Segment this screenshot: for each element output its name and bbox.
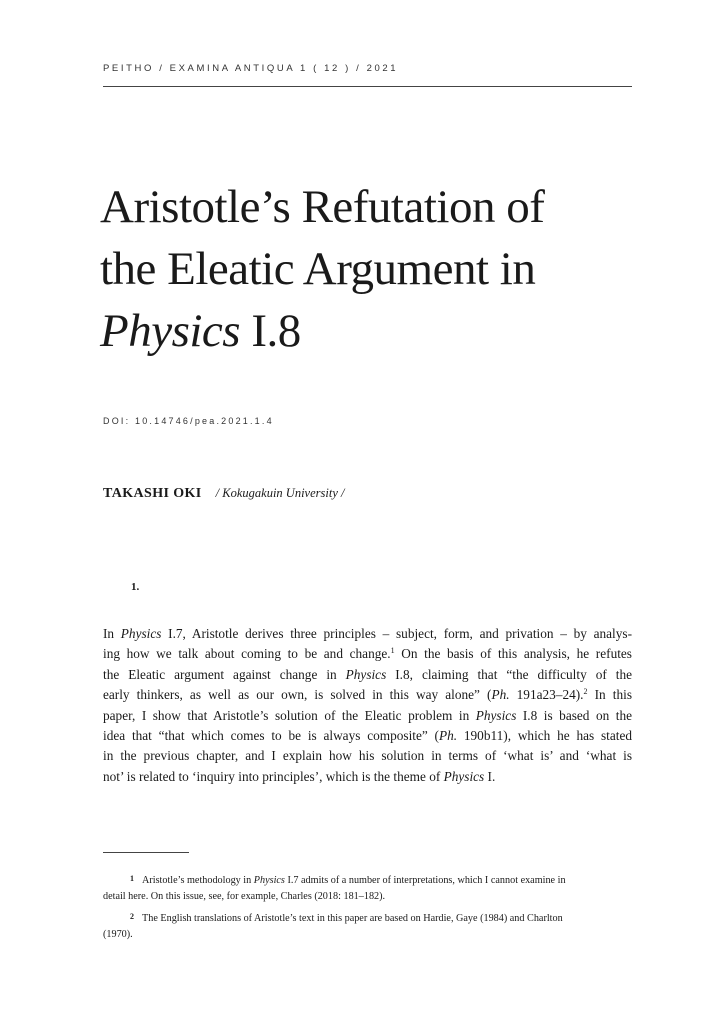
- text: On the basis of this analysis, he refutes: [394, 646, 632, 662]
- footnote-ref[interactable]: 1: [390, 646, 395, 656]
- italic-text: Ph.: [438, 728, 458, 744]
- text: 191a23–24).: [509, 687, 584, 703]
- text: I.8, claiming that “the difficulty of the: [386, 666, 632, 682]
- footnote-2: [103, 909, 632, 942]
- footnotes: [103, 871, 632, 947]
- body-line: [103, 767, 632, 787]
- text: idea that “that which comes to be is always composite” (: [103, 728, 439, 744]
- section-number: 1.: [131, 581, 140, 593]
- header-rule: [103, 86, 632, 87]
- body-line: in the previous chapter, and I explain how his solution in terms of ‘what is’ and ‘what is: [103, 748, 632, 764]
- italic-text: Physics: [120, 626, 162, 641]
- body-line: [103, 726, 632, 746]
- text: In: [103, 626, 121, 641]
- text: early thinkers, as well as our own, is solved in this way alone” (: [103, 687, 492, 703]
- footnote-line: detail here. On this issue, see, for example, Charles (2018: 181–182).: [103, 890, 386, 902]
- text: I.: [484, 768, 496, 784]
- italic-text: Physics: [475, 707, 517, 723]
- body-line: [103, 665, 632, 685]
- author-name: TAKASHI OKI: [103, 486, 202, 501]
- text: ing how we talk about coming to be and change.: [103, 646, 391, 662]
- footnote-1: [103, 871, 632, 904]
- author-line: [103, 486, 344, 502]
- body-line: [103, 644, 632, 664]
- title-line-2: the Eleatic Argument in: [100, 243, 536, 295]
- text: I.7, Aristotle derives three principles – subject, form, and privation – by analys-: [161, 626, 632, 641]
- footnote-line: [103, 871, 632, 889]
- footnote-line: (1970).: [103, 928, 133, 940]
- italic-text: Ph.: [491, 687, 510, 703]
- body-line: [103, 706, 632, 726]
- text: 190b11), which he has stated: [457, 728, 632, 744]
- body-paragraph: [103, 624, 632, 787]
- title-italic-physics: Physics: [100, 305, 241, 357]
- title-line-1: Aristotle’s Refutation of: [100, 181, 545, 233]
- footnote-line: [103, 909, 632, 927]
- text: I.7 admits of a number of interpretations, which I cannot examine in: [284, 875, 566, 886]
- body-line: [103, 624, 632, 644]
- text: Aristotle’s methodology in: [142, 875, 254, 886]
- body-line: [103, 685, 632, 705]
- italic-text: Physics: [443, 768, 485, 784]
- text: The English translations of Aristotle’s text in this paper are based on Hardie, Gaye (1984) and Charlton: [142, 913, 563, 924]
- text: In this: [587, 687, 633, 703]
- text: I.8 is based on the: [516, 707, 632, 723]
- footnote-mark: 1: [130, 874, 134, 883]
- footnote-mark: 2: [130, 912, 134, 921]
- running-head: PEITHO / EXAMINA ANTIQUA 1 ( 12 ) / 2021: [103, 63, 399, 74]
- article-title: [100, 176, 640, 362]
- italic-text: Physics: [253, 875, 285, 886]
- italic-text: Physics: [345, 666, 387, 682]
- text: paper, I show that Aristotle’s solution of the Eleatic problem in: [103, 707, 476, 723]
- footnote-rule: [103, 852, 189, 853]
- text: the Eleatic argument against change in: [103, 666, 346, 682]
- title-line-3-rest: I.8: [240, 305, 301, 357]
- footnote-ref[interactable]: 2: [583, 687, 588, 697]
- text: not’ is related to ‘inquiry into principles’, which is the theme of: [103, 768, 444, 784]
- author-affiliation: / Kokugakuin University /: [215, 486, 345, 500]
- doi: DOI: 10.14746/pea.2021.1.4: [103, 416, 274, 426]
